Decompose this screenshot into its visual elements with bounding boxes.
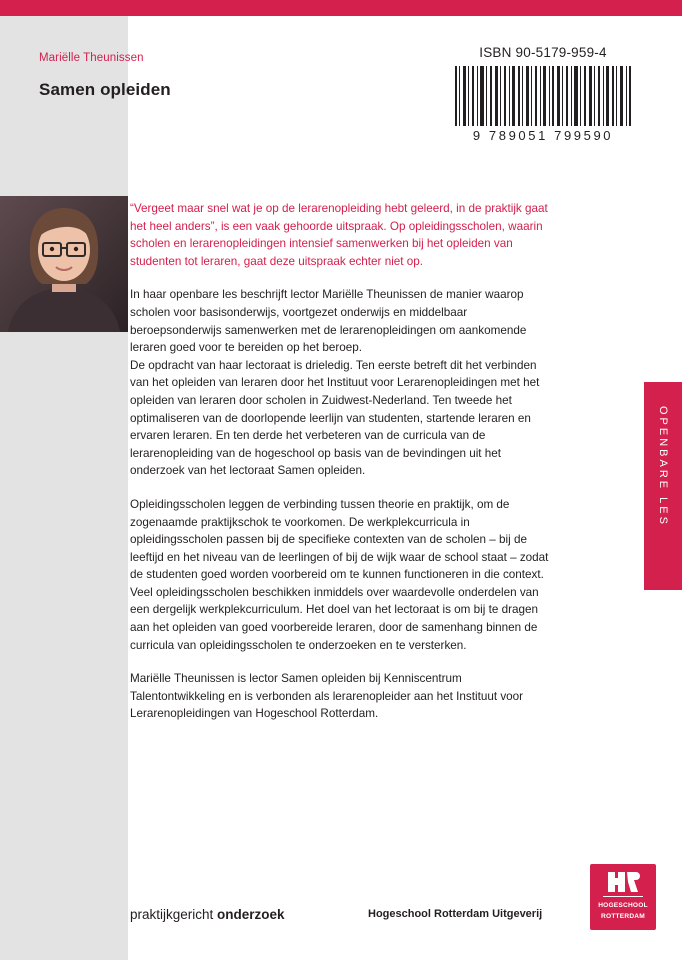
- tagline-light: praktijkgericht: [130, 907, 218, 922]
- left-grey-panel: [0, 16, 128, 960]
- series-tab: [644, 382, 682, 590]
- body-paragraph-4: Mariëlle Theunissen is lector Samen opleiden bij Kenniscentrum Talentontwikkeling en is verbonden als lerarenopleider aan het Instituut voor Lerarenopleidingen van Hogeschool Rotterdam.: [130, 672, 524, 721]
- portrait-image: [0, 196, 128, 332]
- top-accent-band: [0, 0, 682, 16]
- publisher-logo: [590, 864, 656, 930]
- isbn-barcode-block: [446, 40, 640, 158]
- tagline: [130, 907, 285, 922]
- back-cover-text: [130, 200, 558, 739]
- author-name: Mariëlle Theunissen: [39, 52, 144, 64]
- hogeschool-rotterdam-logo-icon: [606, 870, 640, 894]
- body-paragraph-1: In haar openbare les beschrijft lector Mariëlle Theunissen de manier waarop scholen voor basisonderwijs, voortgezet onderwijs en middelbaar beroepsonderwijs samenwerken met de lerarenopleidingen om aankomende leraren goed voor te bereiden op het beroep.: [130, 288, 527, 355]
- barcode-digits: 9 789051 799590: [472, 128, 614, 143]
- logo-divider: [603, 896, 643, 897]
- series-tab-label: OPENBARE LES: [657, 406, 669, 527]
- barcode-icon: [453, 66, 633, 126]
- logo-line-1: HOGESCHOOL: [598, 902, 648, 909]
- isbn-label: ISBN 90-5179-959-4: [479, 45, 607, 60]
- body-paragraph-3: Opleidingsscholen leggen de verbinding tussen theorie en praktijk, om de zogenaamde praktijkschok te voorkomen. De werkplekcurricula in opleidingsscholen passen bij de specifieke contexten van de scholen – bij de leeftijd en het niveau van de leerlingen of bij de wijk waar de school staat – zodat de studenten goed worden voorbereid om te kunnen functioneren in die context. Veel opleidingsscholen beschikken inmiddels over waardevolle onderdelen van een dergelijk werkplekcurriculum. Het doel van het lectoraat is om bij te dragen aan het opleiden van goed voorbereide leraren, door de samenhang binnen de curricula van opleidingsscholen te onderzoeken en te versterken.: [130, 497, 549, 652]
- tagline-bold: onderzoek: [217, 907, 285, 922]
- pull-quote: “Vergeet maar snel wat je op de lerarenopleiding hebt geleerd, in de praktijk gaat het heel anders”, is een vaak gehoorde uitspraak. Op opleidingsscholen, waarin scholen en lerarenopleidingen intensief samenwerken bij het opleiden van studenten tot leraren, gaat deze uitspraak echter niet op.: [130, 202, 548, 268]
- author-portrait: [0, 196, 128, 332]
- publisher-name: Hogeschool Rotterdam Uitgeverij: [368, 908, 543, 920]
- body-paragraph-2: De opdracht van haar lectoraat is drieledig. Ten eerste betreft dit het verbinden van het opleiden van leraren door het Instituut voor Lerarenopleidingen met het opleiden van leraren door scholen in Zuidwest-Nederland. Ten tweede het optimaliseren van de doorlopende leerlijn van studenten, startende leraren en ervaren leraren. En ten derde het verbeteren van de curricula van de lerarenopleiding van de hogeschool op basis van de bevindingen uit het onderzoek van het lectoraat Samen opleiden.: [130, 358, 540, 478]
- book-title: Samen opleiden: [39, 80, 171, 99]
- logo-line-2: ROTTERDAM: [601, 913, 645, 920]
